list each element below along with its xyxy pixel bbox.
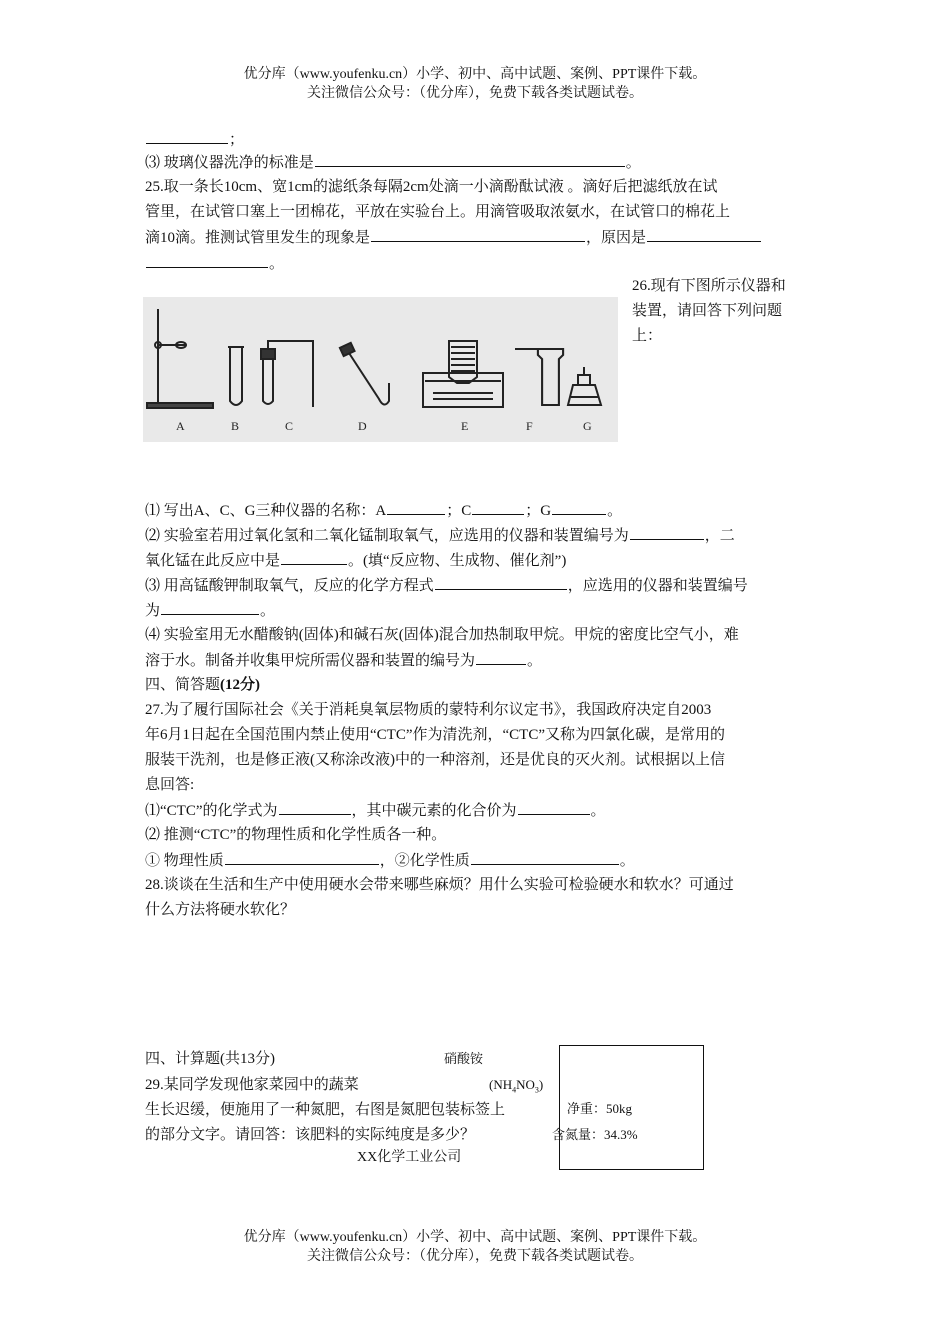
label-b: B	[231, 419, 240, 433]
blank	[472, 500, 524, 515]
q25-line-3: 滴10滴。推测试管里发生的现象是 ，原因是	[145, 227, 762, 248]
blank	[435, 575, 567, 590]
blank	[387, 500, 445, 515]
blank	[630, 525, 704, 540]
test-tube-icon	[228, 347, 244, 405]
blank	[647, 227, 761, 242]
q26-part2-line1: ⑵ 实验室若用过氧化氢和二氧化锰制取氧气，应选用的仪器和装置编号为 ，二	[145, 525, 735, 546]
label-e: E	[461, 419, 469, 433]
delivery-tube-icon	[261, 341, 313, 407]
label-company: XX化学工业公司	[357, 1150, 462, 1165]
blank	[161, 600, 259, 615]
q26-part3-line2: 为 。	[145, 600, 275, 621]
q27-part2: ⑵ 推测“CTC”的物理性质和化学性质各一种。	[145, 827, 447, 843]
footer-line-2: 关注微信公众号：（优分库），免费下载各类试题试卷。	[307, 1249, 643, 1264]
blank	[279, 800, 351, 815]
q29-line-1: 29.某同学发现他家菜园中的蔬菜	[145, 1077, 359, 1093]
blank	[552, 500, 606, 515]
label-f: F	[526, 419, 533, 433]
label-nitrogen-content: 含氮量：34.3%	[552, 1127, 638, 1142]
q26-part4-line2: 溶于水。制备并收集甲烷所需仪器和装置的编号为 。	[145, 650, 542, 671]
q25-line-2: 管里，在试管口塞上一团棉花，平放在实验台上。用滴管吸取浓氨水，在试管口的棉花上	[145, 204, 731, 220]
q26-intro-1: 26.现有下图所示仪器和	[632, 278, 786, 294]
section-short-answer: 四、简答题(12分)	[145, 677, 261, 693]
q29-line-2: 生长迟缓，便施用了一种氮肥，右图是氮肥包装标签上	[145, 1102, 506, 1118]
label-product-name: 硝酸铵	[444, 1051, 484, 1066]
q24-part3: ⑶ 玻璃仪器洗净的标准是 。	[145, 152, 641, 173]
water-trough-icon	[423, 341, 503, 407]
label-a: A	[176, 419, 185, 433]
q25-line-1: 25.取一条长10cm、宽1cm的滤纸条每隔2cm处滴一小滴酚酞试液 。滴好后把滤纸放在试	[145, 179, 718, 195]
q27-part3: ① 物理性质 ，②化学性质 。	[145, 850, 635, 871]
q27-line-2: 年6月1日起在全国范围内禁止使用“CTC”作为清洗剂，“CTC”又称为四氯化碳，是常用的	[145, 727, 725, 743]
q26-intro-2: 装置，请回答下列问题	[632, 303, 783, 319]
gas-bottle-icon	[515, 349, 563, 405]
blank	[146, 129, 228, 144]
q28-line-2: 什么方法将硬水软化？	[145, 902, 296, 918]
q26-part2-line2: 氧化锰在此反应中是 。(填“反应物、生成物、催化剂”)	[145, 550, 566, 571]
apparatus-figure	[143, 297, 618, 442]
q24-tail: ；	[145, 129, 244, 150]
alcohol-lamp-icon	[568, 367, 601, 405]
label-formula: $(NH_4NO_3)$	[489, 1077, 544, 1095]
q26-part3-line1: ⑶ 用高锰酸钾制取氧气，反应的化学方程式 ，应选用的仪器和装置编号	[145, 575, 748, 596]
q27-line-3: 服装干洗剂，也是修正液(又称涂改液)中的一种溶剂，还是优良的灭火剂。试根据以上信	[145, 752, 725, 768]
label-g: G	[583, 419, 592, 433]
iron-stand-icon	[147, 309, 213, 408]
q27-part1: ⑴“CTC”的化学式为 ，其中碳元素的化合价为 。	[145, 800, 606, 821]
footer-line-1: 优分库（www.youfenku.cn）小学、初中、高中试题、案例、PPT课件下载。	[243, 1230, 707, 1245]
blank	[471, 850, 619, 865]
blank	[225, 850, 379, 865]
blank	[476, 650, 526, 665]
q27-line-4: 息回答:	[145, 777, 195, 793]
q25-line-4: 。	[145, 253, 284, 274]
label-d: D	[358, 419, 367, 433]
blank	[371, 227, 585, 242]
label-c: C	[285, 419, 294, 433]
bent-tube-icon	[340, 343, 389, 405]
blank	[518, 800, 590, 815]
q26-part4-line1: ⑷ 实验室用无水醋酸钠(固体)和碱石灰(固体)混合加热制取甲烷。甲烷的密度比空气小，难	[145, 627, 739, 643]
label-net-weight: 净重：50kg	[567, 1101, 633, 1116]
q26-intro-3: 上：	[632, 328, 663, 344]
apparatus-drawing	[143, 297, 618, 442]
q27-line-1: 27.为了履行国际社会《关于消耗臭氧层物质的蒙特利尔议定书》，我国政府决定自2003	[145, 702, 712, 718]
blank	[281, 550, 347, 565]
blank	[315, 152, 625, 167]
q29-line-3: 的部分文字。请回答：该肥料的实际纯度是多少？	[145, 1127, 476, 1143]
q26-part1: ⑴ 写出A、C、G三种仪器的名称：A ；C ；G 。	[145, 500, 622, 521]
header-line-1: 优分库（www.youfenku.cn）小学、初中、高中试题、案例、PPT课件下载。	[243, 67, 707, 82]
q28-line-1: 28.谈谈在生活和生产中使用硬水会带来哪些麻烦？用什么实验可检验硬水和软水？可通过	[145, 877, 734, 893]
header-line-2: 关注微信公众号：（优分库），免费下载各类试题试卷。	[307, 86, 643, 101]
section-calculation: 四、计算题(共13分)	[145, 1051, 275, 1067]
blank	[146, 253, 268, 268]
